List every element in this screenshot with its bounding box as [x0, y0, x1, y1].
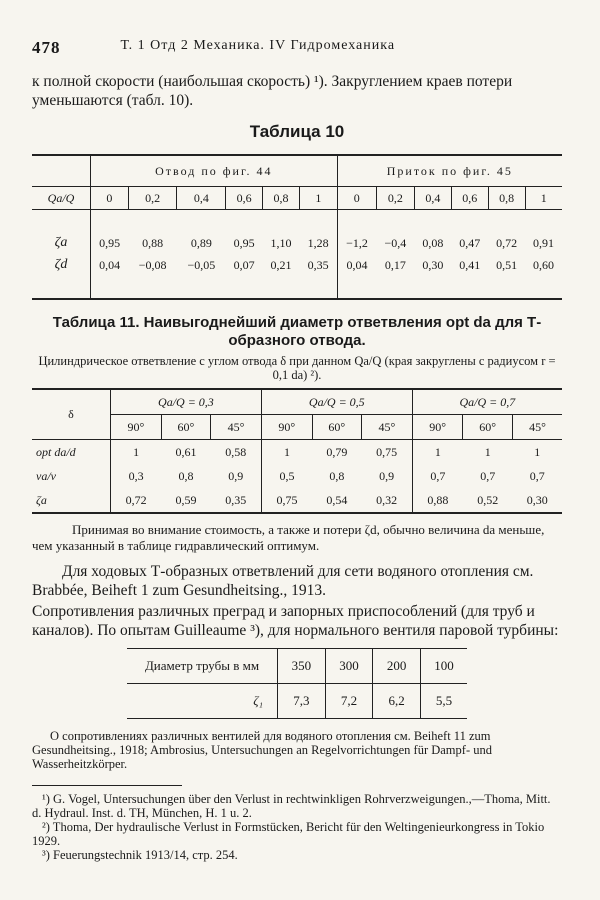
- diameter-label: Диаметр трубы в мм: [127, 649, 278, 684]
- row-label: opt da/d: [32, 440, 111, 465]
- table-cell: 1: [133, 444, 140, 459]
- table-cell: 0,58: [211, 440, 262, 465]
- ratio-header: 0,8: [488, 187, 525, 210]
- table-cell: 0,30: [422, 257, 444, 272]
- table-cell: 0,17: [384, 257, 406, 272]
- table-cell: 0,60: [533, 257, 555, 272]
- table-cell: −0,08: [138, 257, 167, 272]
- table-cell: 0,72: [496, 235, 518, 250]
- paragraph-resistances: Сопротивления различных преград и запорных приспособлений (для труб и каналов). По опытам Guilleaume ³), для нормального вентиля паровой турбины:: [32, 603, 559, 639]
- ratio-header: 1: [525, 187, 562, 210]
- table-cell: 0,79: [326, 444, 348, 459]
- table-cell: 0,08: [422, 235, 444, 250]
- angle-header: 60°: [161, 415, 211, 440]
- table-cell: 0,35: [211, 488, 262, 513]
- table-cell: 0,7: [480, 468, 496, 483]
- table-cell: 1,28: [299, 232, 337, 254]
- angle-header: 45°: [362, 415, 413, 440]
- angle-header: 90°: [261, 415, 312, 440]
- table-cell: 0,5: [279, 468, 295, 483]
- table-cell: 5,5: [435, 693, 453, 708]
- table-cell: 0,41: [459, 257, 481, 272]
- table-cell: 0,47: [459, 235, 481, 250]
- paragraph-brabbee: Для ходовых Т-образных ответвлений для сети водяного отопления см. Brabbée, Beiheft 1 zum Gesundheitsing., 1913.: [32, 563, 534, 599]
- group-header: Qa/Q = 0,7: [412, 389, 562, 415]
- table-cell: 0,91: [533, 235, 555, 250]
- table-cell: 0,8: [178, 468, 194, 483]
- group-outflow: Отвод по фиг. 44: [91, 155, 338, 187]
- group-header: Qa/Q = 0,5: [261, 389, 412, 415]
- table-cell: 1: [283, 444, 290, 459]
- table-cell: 0,95: [233, 235, 255, 250]
- intro-paragraph: к полной скорости (наибольшая скорость) ¹). Закруглением краев потери уменьшаются (табл. 10).: [32, 73, 513, 109]
- table-cell: −0,4: [384, 235, 407, 250]
- table-cell: 1,10: [270, 235, 292, 250]
- table-cell: 0,54: [326, 492, 348, 507]
- table11-note: Принимая во внимание стоимость, а также и потери ζd, обычно величина da меньше, чем указанный в таблице гидравлический оптимум.: [32, 522, 545, 553]
- running-header: [32, 38, 562, 58]
- table-cell: 1: [434, 444, 441, 459]
- table-cell: 0,30: [526, 492, 548, 507]
- table-cell: 0,61: [175, 444, 197, 459]
- table-cell: 0,04: [346, 257, 368, 272]
- table-cell: 0,21: [270, 257, 292, 272]
- table11-title: Таблица 11. Наивыгоднейший диаметр ответвления opt da для Т-образного отвода.: [52, 314, 542, 349]
- corner-label: δ: [32, 389, 111, 440]
- table-cell: 0,04: [99, 257, 121, 272]
- ratio-header: 0,6: [226, 187, 263, 210]
- table-cell: 7,3: [278, 684, 326, 719]
- table-cell: 300: [325, 649, 373, 684]
- table-cell: 7,2: [325, 684, 373, 719]
- table-cell: 0,32: [362, 488, 413, 513]
- ratio-header: 0,2: [128, 187, 177, 210]
- row-label: va/v: [32, 464, 111, 488]
- table-cell: 100: [420, 649, 467, 684]
- zeta-label: ζ₁: [127, 684, 278, 719]
- table-cell: 0,3: [128, 468, 144, 483]
- ratio-header: 0,2: [376, 187, 414, 210]
- table-cell: 0,72: [125, 492, 147, 507]
- ratio-header: 0: [91, 187, 129, 210]
- paragraph-valves: О сопротивлениях различных вентилей для водяного отопления см. Beiheft 11 zum Gesundheitsing., 1918; Ambrosius, Untersuchungen an Regelvorrichtungen für Dampf- und Wasserheitzkörper.: [32, 729, 492, 771]
- angle-header: 90°: [412, 415, 463, 440]
- table10-caption: Таблица 10: [249, 122, 345, 141]
- table-cell: 0,88: [427, 492, 449, 507]
- table-cell: 0,89: [190, 235, 212, 250]
- table-cell: 0,35: [299, 254, 337, 276]
- row-label: ζa: [32, 488, 111, 513]
- table-cell: 0,75: [362, 440, 413, 465]
- ratio-header: 1: [299, 187, 337, 210]
- table-cell: 0,75: [276, 492, 298, 507]
- table-cell: 0,88: [142, 235, 164, 250]
- angle-header: 45°: [211, 415, 262, 440]
- table-10: [32, 154, 562, 300]
- table-cell: 6,2: [373, 684, 421, 719]
- table-11: [32, 388, 562, 514]
- table-cell: 0,07: [233, 257, 255, 272]
- row-label: ζd: [32, 254, 91, 276]
- footnote-1: ¹) G. Vogel, Untersuchungen über den Verlust in rechtwinkligen Rohrverzweigungen.,—Thoma, Mitt. d. Hydraul. Inst. d. TH, München, H. 1 u. 2.: [32, 792, 551, 820]
- ratio-header: 0,4: [415, 187, 452, 210]
- footnote-3: ³) Feuerungstechnik 1913/14, стр. 254.: [42, 848, 238, 862]
- table-cell: 0,95: [99, 235, 121, 250]
- table-cell: 200: [373, 649, 421, 684]
- page: [32, 38, 562, 862]
- table-cell: 0,51: [496, 257, 518, 272]
- row-label: ζa: [32, 232, 91, 254]
- ratio-header: 0: [337, 187, 376, 210]
- table11-subtitle: Цилиндрическое ответвление с углом отвода δ при данном Qa/Q (края закруглены с радиусом r = 0,1 da) ²).: [38, 354, 556, 382]
- footnote-2: ²) Thoma, Der hydraulische Verlust in Formstücken, Bericht für den Weltingenieurkongress in Tokio 1929.: [32, 820, 545, 848]
- table-cell: 0,59: [175, 492, 197, 507]
- row-header: Qa/Q: [32, 187, 91, 210]
- table-cell: 350: [278, 649, 326, 684]
- table-12: [127, 648, 467, 719]
- ratio-header: 0,8: [263, 187, 300, 210]
- angle-header: 45°: [512, 415, 562, 440]
- table-cell: 0,7: [529, 468, 545, 483]
- ratio-header: 0,6: [451, 187, 488, 210]
- table-cell: −0,05: [187, 257, 216, 272]
- table-cell: 1: [484, 444, 491, 459]
- table-cell: 0,9: [362, 464, 413, 488]
- footnote-rule: [32, 785, 182, 786]
- table-cell: 0,52: [477, 492, 499, 507]
- angle-header: 60°: [463, 415, 513, 440]
- table-cell: 0,8: [329, 468, 345, 483]
- running-title: Т. 1 Отд 2 Механика. IV Гидромеханика: [120, 38, 396, 53]
- angle-header: 90°: [111, 415, 162, 440]
- angle-header: 60°: [312, 415, 362, 440]
- table-cell: 1: [534, 444, 541, 459]
- table-cell: −1,2: [346, 235, 368, 250]
- page-number: 478: [32, 38, 61, 57]
- group-header: Qa/Q = 0,3: [111, 389, 262, 415]
- group-inflow: Приток по фиг. 45: [337, 155, 562, 187]
- table-cell: 0,7: [430, 468, 446, 483]
- ratio-header: 0,4: [177, 187, 226, 210]
- table-cell: 0,9: [211, 464, 262, 488]
